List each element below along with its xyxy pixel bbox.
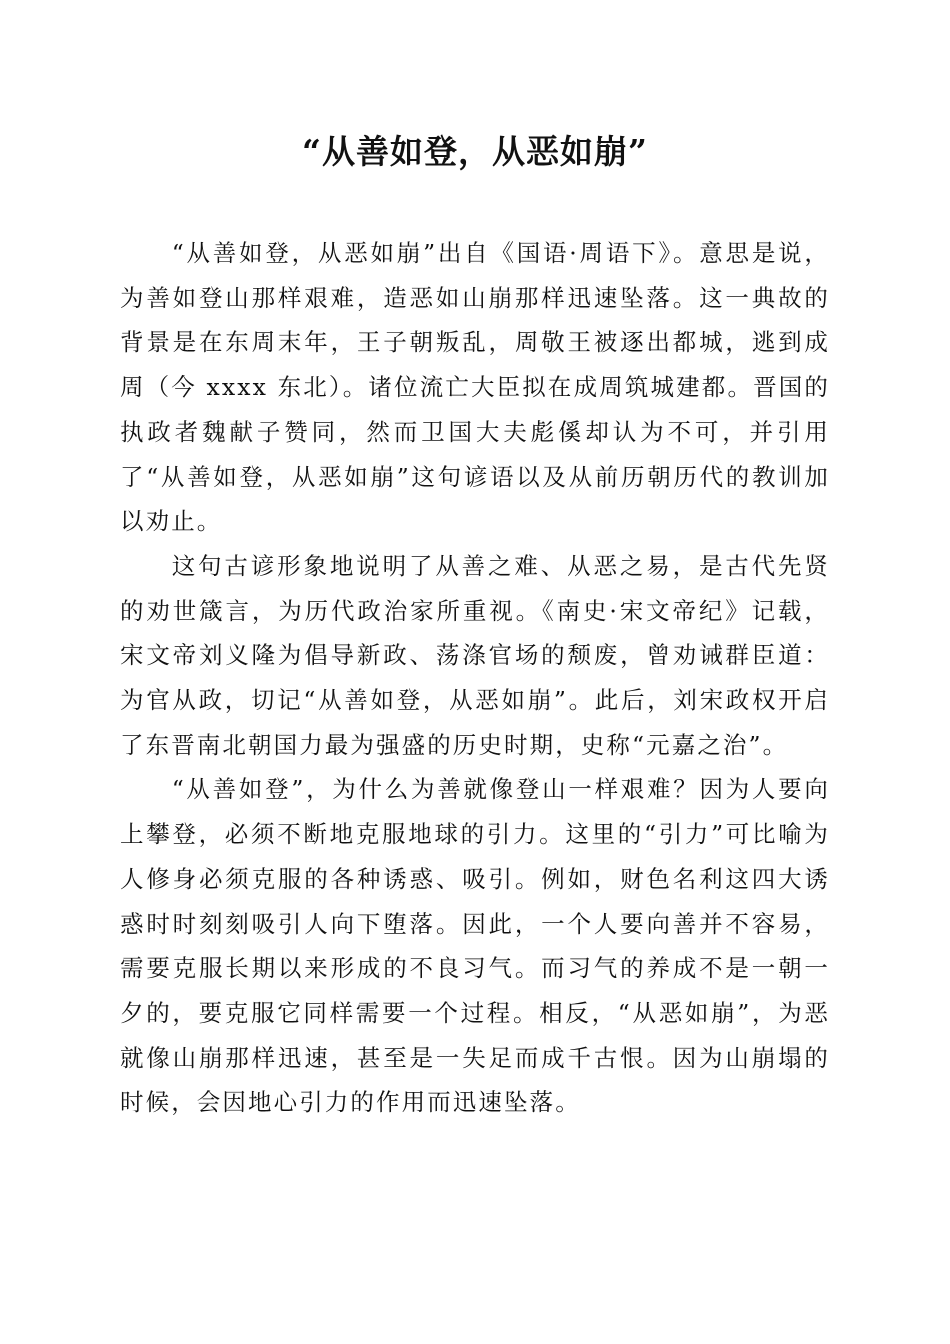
document-title: “从善如登，从恶如崩”: [302, 132, 648, 171]
paragraph-3: “从善如登”，为什么为善就像登山一样艰难？因为人要向上攀登，必须不断地克服地球的引力。这里的“引力”可比喻为人修身必须克服的各种诱惑、吸引。例如，财色名利这四大诱惑时时刻刻吸引人向下堕落。因此，一个人要向善并不容易，需要克服长期以来形成的不良习气。而习气的养成不是一朝一夕的，要克服它同样需要一个过程。相反，“从恶如崩”，为恶就像山崩那样迅速，甚至是一失足而成千古恨。因为山崩塌的时候，会因地心引力的作用而迅速坠落。: [120, 775, 830, 1117]
paragraph-2: 这句古谚形象地说明了从善之难、从恶之易，是古代先贤的劝世箴言，为历代政治家所重视。《南史·宋文帝纪》记载，宋文帝刘义隆为倡导新政、荡涤官场的颓废，曾劝诫群臣道：为官从政，切记“从善如登，从恶如崩”。此后，刘宋政权开启了东晋南北朝国力最为强盛的历史时期，史称“元嘉之治”。: [120, 551, 830, 759]
paragraph-1: “从善如登，从恶如崩”出自《国语·周语下》。意思是说，为善如登山那样艰难，造恶如山崩那样迅速坠落。这一典故的背景是在东周末年，王子朝叛乱，周敬王被逐出都城，逃到成周（今 xxxx 东北）。诸位流亡大臣拟在成周筑城建都。晋国的执政者魏献子赞同，然而卫国大夫彪傒却认为不可，并引用了“从善如登，从恶如崩”这句谚语以及从前历朝历代的教训加以劝止。: [120, 239, 830, 536]
document-body: [120, 231, 830, 1125]
